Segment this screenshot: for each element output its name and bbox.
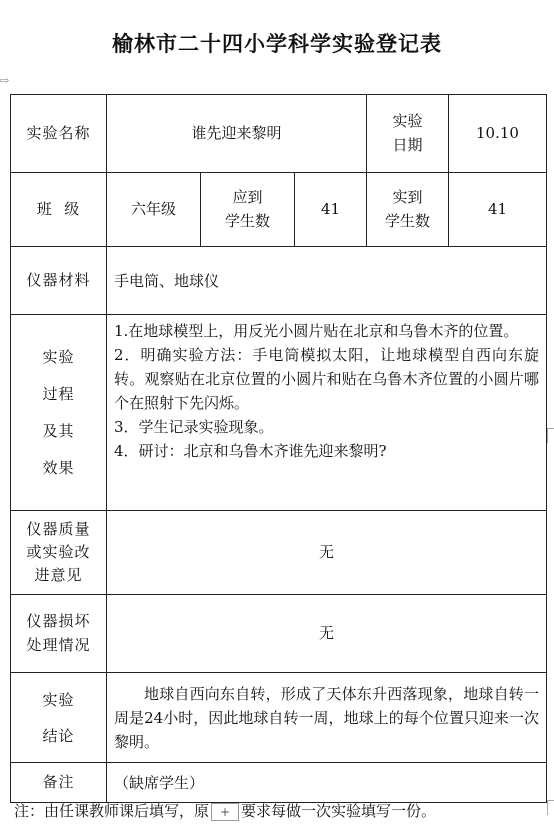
date-label: 实验 日期: [367, 95, 449, 173]
row-process: [11, 315, 547, 511]
process-content[interactable]: [107, 315, 547, 511]
materials-value[interactable]: 手电筒、地球仪: [107, 247, 547, 315]
form-title: 榆林市二十四小学科学实验登记表: [112, 32, 442, 56]
process-step: 4．研讨：北京和乌鲁木齐谁先迎来黎明?: [114, 442, 387, 460]
conclusion-value[interactable]: 地球自西向东自转，形成了天体东升西落现象，地球自转一周是24小时，因此地球自转一周，地球上的每个位置只迎来一次黎明。: [107, 673, 547, 763]
row-class: [11, 173, 547, 247]
remarks-label: 备注: [11, 763, 107, 803]
table-move-handle-icon[interactable]: +: [211, 803, 239, 821]
name-label: 实验名称: [11, 95, 107, 173]
actual-count-value[interactable]: 41: [449, 173, 547, 247]
materials-label: 仪器材料: [11, 247, 107, 315]
footnote: 注：由任课教师课后填写，原 + 要求每做一次实验填写一份。: [14, 802, 437, 820]
class-label: 班 级: [11, 173, 107, 247]
row-quality: [11, 511, 547, 595]
row-materials: [11, 247, 547, 315]
row-conclusion: [11, 673, 547, 763]
process-step: 1.在地球模型上，用反光小圆片贴在北京和乌鲁木齐的位置。: [114, 322, 519, 340]
actual-count-label: 实到 学生数: [367, 173, 449, 247]
row-experiment-name: [11, 95, 547, 173]
experiment-register-table: [10, 94, 547, 803]
process-step: 3．学生记录实验现象。: [114, 418, 274, 436]
row-damage: [11, 595, 547, 673]
date-value[interactable]: 10.10: [449, 95, 547, 173]
quality-value[interactable]: 无: [107, 511, 547, 595]
row-remarks: [11, 763, 547, 803]
remarks-value[interactable]: （缺席学生）: [107, 763, 547, 803]
margin-marker-icon: [547, 428, 554, 443]
text-anchor-icon: ⇨: [0, 74, 10, 87]
damage-value[interactable]: 无: [107, 595, 547, 673]
conclusion-label: 实验 结论: [11, 673, 107, 763]
experiment-name-value[interactable]: 谁先迎来黎明: [107, 95, 367, 173]
quality-label: 仪器质量 或实验改 进意见: [11, 511, 107, 595]
process-label: 实验 过程 及其 效果: [11, 315, 107, 511]
expected-count-value[interactable]: 41: [295, 173, 367, 247]
damage-label: 仪器损坏 处理情况: [11, 595, 107, 673]
process-step: 2．明确实验方法：手电筒模拟太阳，让地球模型自西向东旋转。观察贴在北京位置的小圆片和贴在乌鲁木齐位置的小圆片哪个在照射下先闪烁。: [114, 346, 539, 412]
class-value[interactable]: 六年级: [107, 173, 201, 247]
expected-count-label: 应到 学生数: [201, 173, 295, 247]
